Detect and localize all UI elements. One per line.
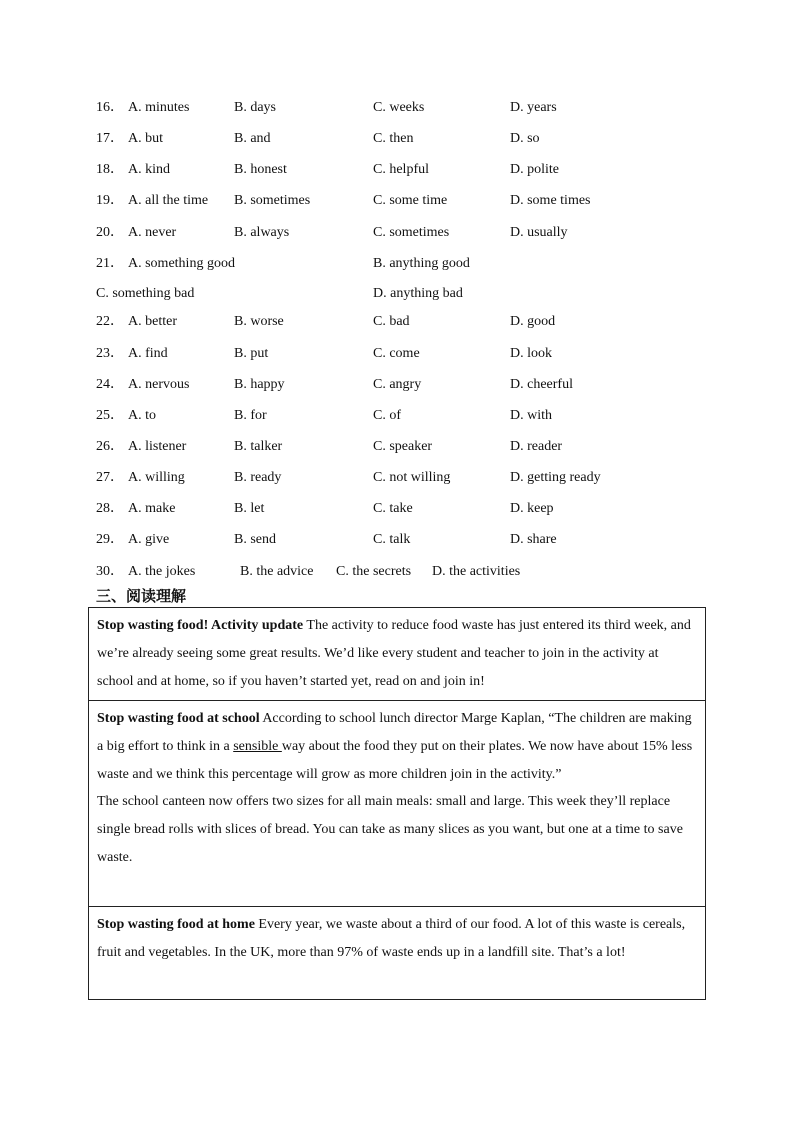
option-c: C. speaker (373, 439, 433, 454)
option-d: D. reader (510, 439, 563, 454)
option-d: D. with (510, 408, 552, 423)
option-b: B. and (234, 131, 271, 146)
section-title: 三、阅读理解 (96, 587, 187, 605)
question-number: 23． (96, 346, 124, 361)
option-c: C. something bad (96, 286, 195, 301)
option-c: C. angry (373, 377, 422, 392)
option-d: D. keep (510, 501, 554, 516)
underlined-word: sensible (233, 738, 282, 754)
option-d: D. good (510, 314, 556, 329)
option-d: D. some times (510, 193, 591, 208)
option-a: A. but (128, 131, 163, 146)
option-a: A. nervous (128, 377, 190, 392)
question-number: 24． (96, 377, 124, 392)
option-b: B. anything good (373, 256, 470, 271)
box-heading: Stop wasting food at home (97, 917, 255, 932)
box-text: According to school lunch director Marge Kaplan, “The children are making a big effort to think in a (97, 711, 692, 754)
option-a: A. the jokes (128, 564, 196, 579)
option-a: A. something good (128, 256, 235, 271)
question-number: 29． (96, 532, 124, 547)
question-number: 19． (96, 193, 124, 208)
option-d: D. years (510, 100, 557, 115)
option-c: C. take (373, 501, 413, 516)
option-d: D. look (510, 346, 552, 361)
question-number: 26． (96, 439, 124, 454)
question-number: 21． (96, 256, 124, 271)
option-d: D. usually (510, 225, 568, 240)
box-text: way about the food they put on their plates. We now have about 15% less waste and we think this percentage will grow as more children join in the activity.” (97, 738, 693, 782)
option-c: C. of (373, 408, 401, 423)
option-c: C. come (373, 346, 420, 361)
question-number: 18． (96, 162, 124, 177)
option-b: B. days (234, 100, 276, 115)
question-number: 20． (96, 225, 124, 240)
option-c: C. then (373, 131, 414, 146)
box-text: Every year, we waste about a third of our food. A lot of this waste is cereals, fruit and vegetables. In the UK, more than 97% of waste ends up in a landfill site. That’s a lot! (97, 917, 686, 960)
option-c: C. talk (373, 532, 411, 547)
option-d: D. getting ready (510, 470, 601, 485)
question-number: 17． (96, 131, 124, 146)
passage-box-activity-update (88, 607, 706, 701)
option-b: B. sometimes (234, 193, 311, 208)
option-b: B. let (234, 501, 265, 516)
passage-box-school (88, 700, 706, 907)
option-d: D. share (510, 532, 557, 547)
option-d: D. so (510, 131, 540, 146)
option-a: A. make (128, 501, 176, 516)
option-a: A. give (128, 532, 170, 547)
question-number: 25． (96, 408, 124, 423)
passage-box-home (88, 906, 706, 1000)
option-a: A. find (128, 346, 168, 361)
option-c: C. helpful (373, 162, 429, 177)
question-number: 22． (96, 314, 124, 329)
box-heading: Stop wasting food! Activity update (97, 618, 304, 633)
question-number: 27． (96, 470, 124, 485)
option-d: D. anything bad (373, 286, 463, 301)
option-b: B. honest (234, 162, 287, 177)
option-a: A. minutes (128, 100, 190, 115)
option-a: A. all the time (128, 193, 209, 208)
option-d: D. the activities (432, 564, 521, 579)
option-c: C. the secrets (336, 564, 412, 579)
option-b: B. happy (234, 377, 285, 392)
box-text: The activity to reduce food waste has just entered its third week, and we’re already seeing some great results. We’d like every student and teacher to join in the activity at school and at home, so if you haven’t started yet, read on and join in! (97, 618, 691, 689)
box-heading: Stop wasting food at school (97, 711, 260, 726)
option-c: C. bad (373, 314, 410, 329)
option-b: B. send (234, 532, 276, 547)
option-b: B. worse (234, 314, 284, 329)
box-paragraph: The school canteen now offers two sizes for all main meals: small and large. This week they’ll replace single bread rolls with slices of bread. You can take as many slices as you want, but one at a time to save waste. (97, 794, 683, 865)
option-c: C. weeks (373, 100, 425, 115)
option-d: D. polite (510, 162, 559, 177)
option-b: B. always (234, 225, 290, 240)
question-number: 28． (96, 501, 124, 516)
option-d: D. cheerful (510, 377, 573, 392)
option-b: B. for (234, 408, 267, 423)
option-b: B. talker (234, 439, 283, 454)
option-b: B. ready (234, 470, 282, 485)
option-b: B. the advice (240, 564, 314, 579)
option-a: A. kind (128, 162, 170, 177)
option-a: A. never (128, 225, 177, 240)
option-a: A. listener (128, 439, 187, 454)
option-c: C. sometimes (373, 225, 450, 240)
option-b: B. put (234, 346, 269, 361)
question-number: 16． (96, 100, 124, 115)
question-number: 30． (96, 564, 124, 579)
option-a: A. better (128, 314, 177, 329)
option-a: A. willing (128, 470, 185, 485)
option-c: C. not willing (373, 470, 451, 485)
option-c: C. some time (373, 193, 448, 208)
option-a: A. to (128, 408, 156, 423)
